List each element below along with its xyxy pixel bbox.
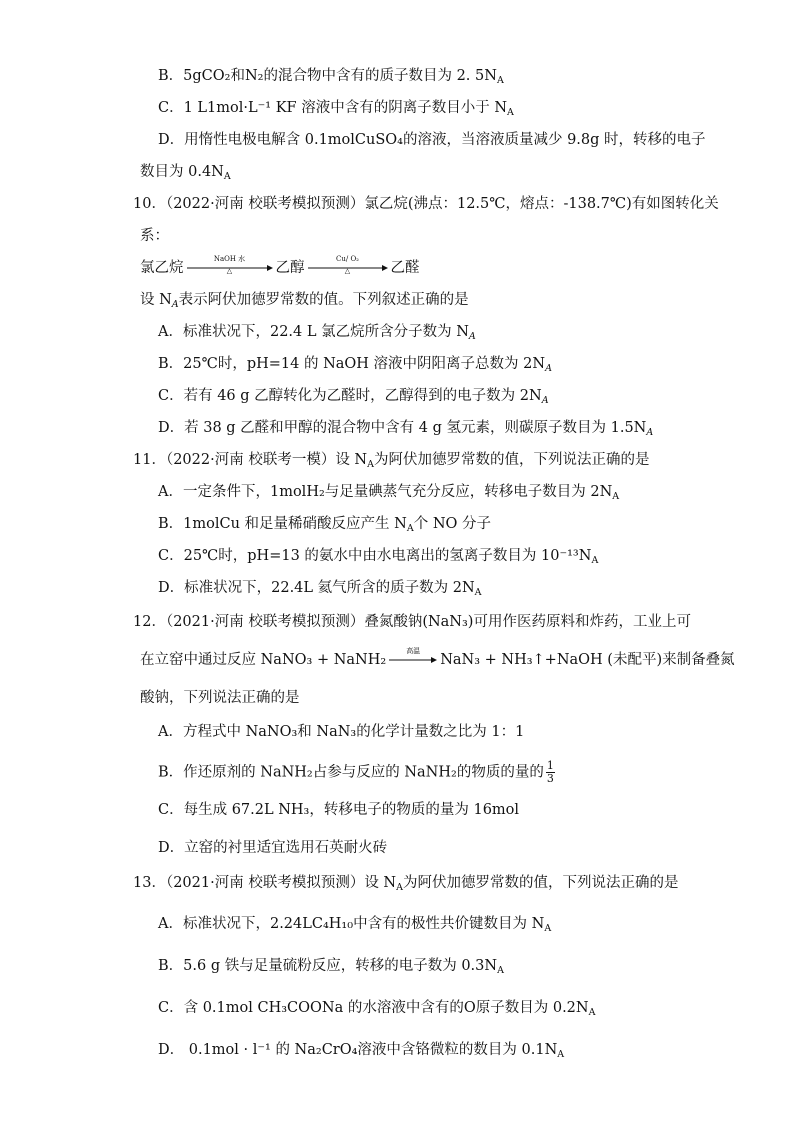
q11-option-c: C．25℃时，pH=13 的氨水中由水电离出的氢离子数目为 $10^{-13}N_A$: [158, 548, 599, 566]
reaction-arrow-icon: 高温: [389, 656, 437, 664]
q10-stem-line2: 系：: [140, 228, 169, 244]
q11-option-a: A．一定条件下，1molH₂与足量碘蒸气充分反应，转移电子数目为 $2N_A$: [158, 484, 620, 502]
q12-stem-line2: 在立窑中通过反应 NaNO₃ + NaNH₂ 高温 NaN₃ + NH₃↑+NaOH (未配平)来制备叠氮: [140, 647, 735, 668]
q10-option-a: A．标准状况下，22.4 L 氯乙烷所含分子数为 $N_A$: [158, 324, 476, 342]
fraction-one-third: $\frac{1}{3}$: [546, 759, 554, 785]
q10-stem-line3: 设 $N_A$表示阿伏加德罗常数的值。下列叙述正确的是: [140, 292, 469, 310]
reaction-arrow-icon: NaOH 水 △: [187, 264, 273, 272]
q10-stem-line1: 10．（2022·河南 校联考模拟预测）氯乙烷(沸点：12.5℃，熔点：-138.7℃)有如图转化关: [133, 196, 719, 212]
scheme-acetaldehyde: 乙醛: [390, 260, 420, 276]
q13-option-d: D． 0.1mol · l⁻¹ 的 Na₂CrO₄溶液中含铬微粒的数目为 $0.1N_A$: [158, 1042, 565, 1060]
q10-option-d: D．若 38 g 乙醛和甲醇的混合物中含有 4 g 氢元素，则碳原子数目为 $1.5N_A$: [158, 420, 654, 438]
q10-option-c: C．若有 46 g 乙醇转化为乙醛时，乙醇得到的电子数为 $2N_A$: [158, 388, 549, 406]
q9-option-c: C．1 L1mol·L⁻¹ KF 溶液中含有的阴离子数目小于 $N_A$: [158, 100, 514, 118]
q9-option-d-line2: 数目为 $0.4N_A$: [140, 164, 231, 182]
q10-option-b: B．25℃时，pH=14 的 NaOH 溶液中阴阳离子总数为 $2N_A$: [158, 356, 552, 374]
scheme-chloroethane: 氯乙烷: [140, 260, 184, 276]
q13-stem: 13．（2021·河南 校联考模拟预测）设 $N_A$为阿伏加德罗常数的值，下列说法正确的是: [133, 875, 679, 893]
q13-option-b: B．5.6 g 铁与足量硫粉反应，转移的电子数为 $0.3N_A$: [158, 958, 504, 976]
q9-option-b: B．5gCO₂和N₂的混合物中含有的质子数目为 2. $5N_A$: [158, 68, 504, 86]
scheme-ethanol: 乙醇: [275, 260, 305, 276]
q12-option-c: C．每生成 67.2L NH₃，转移电子的物质的量为 16mol: [158, 802, 520, 818]
q12-option-d: D．立窑的衬里适宜选用石英耐火砖: [158, 840, 388, 856]
q11-option-d: D．标准状况下，22.4L 氦气所含的质子数为 $2N_A$: [158, 580, 482, 598]
q10-reaction-scheme: [140, 255, 420, 278]
q11-stem: 11．（2022·河南 校联考一模）设 $N_A$为阿伏加德罗常数的值，下列说法正确的是: [133, 452, 650, 470]
q12-option-b: B．作还原剂的 NaNH₂占参与反应的 NaNH₂的物质的量的 $\frac{1}{3}$: [158, 759, 554, 785]
reaction-arrow-icon: Cu/ O₂ △: [308, 264, 388, 272]
q11-option-b: B．1molCu 和足量稀硝酸反应产生 $N_A$个 NO 分子: [158, 516, 492, 534]
q12-stem-line1: 12．（2021·河南 校联考模拟预测）叠氮酸钠(NaN₃)可用作医药原料和炸药，工业上可: [133, 614, 691, 630]
q13-option-a: A．标准状况下，2.24LC₄H₁₀中含有的极性共价键数目为 $N_A$: [158, 916, 552, 934]
q9-option-d-line1: D．用惰性电极电解含 0.1molCuSO₄的溶液，当溶液质量减少 9.8g 时，转移的电子: [158, 132, 706, 148]
q12-option-a: A．方程式中 NaNO₃和 NaN₃的化学计量数之比为 1：1: [158, 724, 525, 740]
q12-stem-line3: 酸钠，下列说法正确的是: [140, 690, 300, 706]
q13-option-c: C．含 0.1mol CH₃COONa 的水溶液中含有的O原子数目为 $0.2N_A$: [158, 1000, 596, 1018]
